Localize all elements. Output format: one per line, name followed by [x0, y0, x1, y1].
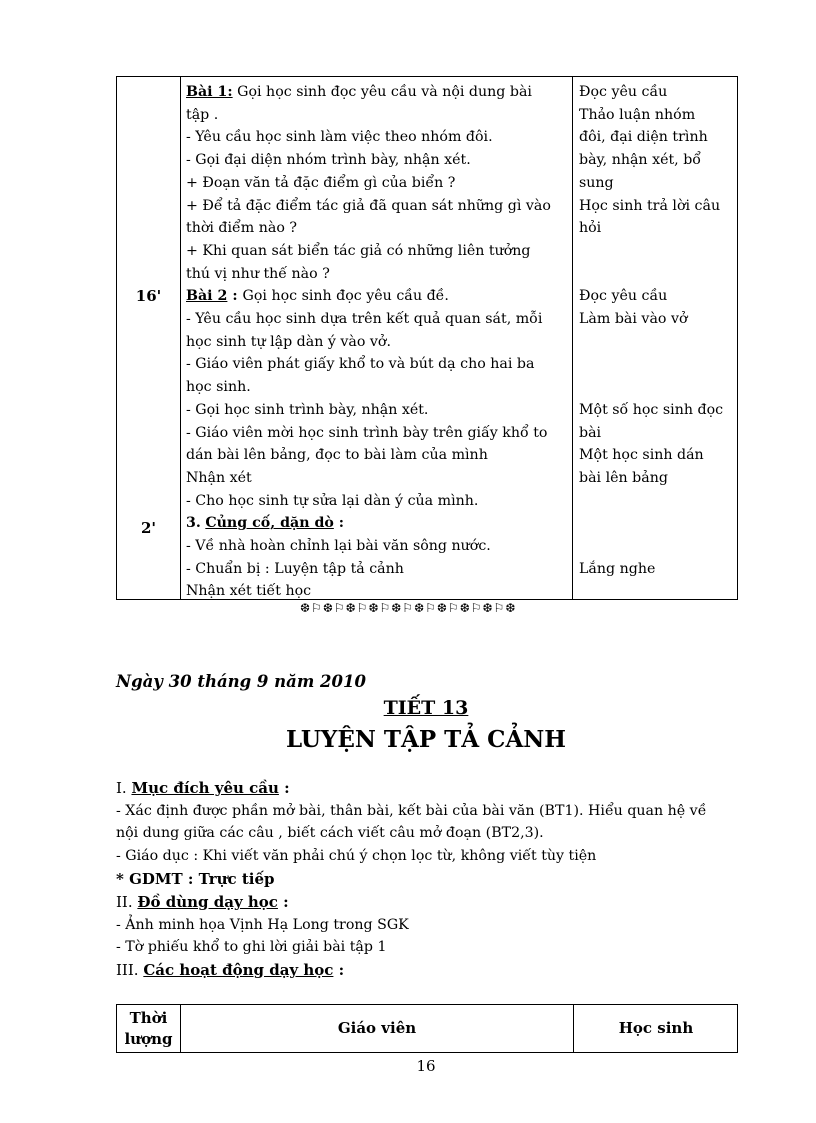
activity-table-continued [116, 76, 738, 600]
teacher-text: - Yêu cầu học sinh làm việc theo nhóm đôi. [186, 129, 493, 146]
student-line [579, 353, 738, 376]
teacher-line [186, 263, 572, 286]
student-line [579, 490, 738, 513]
header-time [117, 1008, 180, 1050]
teacher-text: - Chuẩn bị : Luyện tập tả cảnh [186, 560, 404, 577]
student-line: Một số học sinh đọc [579, 401, 724, 418]
teacher-line [186, 558, 572, 581]
section-number: II. [116, 893, 138, 911]
teacher-text: - Giáo viên mời học sinh trình bày trên giấy khổ to [186, 424, 548, 441]
time-column [117, 77, 180, 599]
student-line [579, 331, 738, 354]
teacher-text: học sinh tự lập dàn ý vào vở. [186, 333, 391, 350]
teacher-line [186, 240, 572, 263]
page-number: 16 [416, 1057, 436, 1075]
section-heading [116, 777, 756, 800]
section-number: III. [116, 961, 144, 979]
lesson-date: Ngày 30 tháng 9 năm 2010 [116, 672, 366, 691]
material-line: - Tờ phiếu khổ to ghi lời giải bài tập 1 [116, 939, 387, 956]
teacher-line [186, 580, 572, 603]
student-line: sung [579, 174, 614, 191]
teacher-line [186, 535, 572, 558]
header-time-line: lượng [124, 1030, 173, 1048]
student-line [579, 580, 738, 603]
section-colon: : [277, 893, 289, 911]
teacher-line [186, 467, 572, 490]
teacher-text: - Về nhà hoàn chỉnh lại bài văn sông nước. [186, 538, 491, 555]
teacher-text: thú vị như thế nào ? [186, 265, 330, 282]
teacher-text: Củng cố, dặn dò [205, 515, 334, 532]
teacher-line [186, 285, 572, 308]
student-line: bày, nhận xét, bổ [579, 152, 701, 169]
student-line: Học sinh trả lời câu [579, 197, 721, 214]
teacher-line [186, 353, 572, 376]
teacher-line [186, 149, 572, 172]
teacher-text: Bài 1: [186, 84, 233, 100]
teacher-text: - Cho học sinh tự sửa lại dàn ý của mình. [186, 492, 479, 509]
teacher-line [186, 308, 572, 331]
teacher-text: Gọi học sinh đọc yêu cầu và nội dung bài [232, 84, 532, 100]
teacher-line [186, 512, 572, 535]
student-line: Thảo luận nhóm [579, 106, 696, 123]
teacher-line [186, 104, 572, 127]
teacher-text: Gọi học sinh đọc yêu cầu đề. [242, 288, 449, 305]
activity-table-header [116, 1004, 738, 1053]
time-label: 2' [140, 519, 157, 537]
section-heading [116, 959, 756, 982]
teacher-text: Nhận xét [186, 469, 252, 486]
teacher-text: thời điểm nào ? [186, 220, 297, 237]
teacher-text: + Để tả đặc điểm tác giả đã quan sát những gì vào [186, 197, 551, 214]
section-colon: : [333, 961, 345, 979]
teacher-line [186, 331, 572, 354]
teacher-text: - Giáo viên phát giấy khổ to và bút dạ cho hai ba [186, 356, 535, 373]
teacher-text: - Gọi đại diện nhóm trình bày, nhận xét. [186, 152, 471, 169]
section-heading [116, 891, 756, 914]
teacher-line [186, 490, 572, 513]
teacher-line [186, 399, 572, 422]
student-line: Đọc yêu cầu [579, 84, 668, 100]
objective-line: nội dung giữa các câu , biết cách viết câu mở đoạn (BT2,3). [116, 825, 544, 842]
teacher-text: + Khi quan sát biển tác giả có những liên tưởng [186, 242, 531, 259]
teacher-text: - Yêu cầu học sinh dựa trên kết quả quan sát, mỗi [186, 311, 543, 328]
teacher-text: : [333, 515, 345, 532]
teacher-line [186, 195, 572, 218]
student-line: bài lên bảng [579, 469, 668, 486]
time-label: 16' [135, 287, 162, 305]
student-line: Đọc yêu cầu [579, 288, 668, 305]
lesson-title: LUYỆN TẬP TẢ CẢNH [285, 726, 567, 753]
section-title: Các hoạt động dạy học [143, 961, 334, 979]
teacher-text: Nhận xét tiết học [186, 583, 312, 600]
student-line: Một học sinh dán [579, 447, 704, 464]
teacher-text: - Gọi học sinh trình bày, nhận xét. [186, 401, 429, 418]
ornament-divider: ❆⚐❆⚐❆⚐❆⚐❆⚐❆⚐❆⚐❆⚐❆⚐❆ [300, 601, 517, 615]
teacher-line [186, 217, 572, 240]
teacher-text: tập . [186, 106, 219, 123]
teacher-line [186, 444, 572, 467]
section-activities [116, 959, 756, 982]
teacher-column [181, 81, 572, 603]
lesson-number: TIẾT 13 [383, 697, 469, 719]
student-line: hỏi [579, 220, 602, 237]
student-line: Làm bài vào vở [579, 311, 688, 328]
student-line [579, 512, 738, 535]
teacher-line [186, 126, 572, 149]
section-title: Mục đích yêu cầu [131, 779, 279, 797]
objective-line: - Xác định được phần mở bài, thân bài, kết bài của bài văn (BT1). Hiểu quan hệ về [116, 802, 707, 819]
material-line: - Ảnh minh họa Vịnh Hạ Long trong SGK [116, 916, 409, 933]
section-objectives [116, 777, 756, 891]
teacher-text: dán bài lên bảng, đọc to bài làm của mình [186, 447, 488, 464]
section-number: I. [116, 779, 132, 797]
teacher-line [186, 81, 572, 104]
teacher-line [186, 422, 572, 445]
section-title: Đồ dùng dạy học [137, 893, 278, 911]
section-colon: : [278, 779, 290, 797]
student-column [573, 81, 738, 603]
teacher-text: + Đoạn văn tả đặc điểm gì của biển ? [186, 174, 456, 191]
student-line: bài [579, 424, 602, 441]
teacher-text: học sinh. [186, 379, 251, 396]
header-time-line: Thời [129, 1009, 168, 1027]
teacher-line [186, 376, 572, 399]
student-line: Lắng nghe [579, 560, 656, 577]
student-line: đôi, đại diện trình [579, 129, 708, 146]
gdmt-note: * GDMT : Trực tiếp [116, 869, 275, 888]
student-line [579, 240, 738, 263]
section-materials [116, 891, 756, 959]
teacher-line [186, 172, 572, 195]
teacher-text: Bài 2 [186, 288, 228, 305]
student-line [579, 376, 738, 399]
objective-line: - Giáo dục : Khi viết văn phải chú ý chọn lọc từ, không viết tùy tiện [116, 848, 597, 865]
header-student: Học sinh [618, 1019, 694, 1037]
header-teacher: Giáo viên [337, 1019, 417, 1037]
student-line [579, 263, 738, 286]
teacher-text: : [227, 288, 243, 305]
student-line [579, 535, 738, 558]
teacher-text: 3. [186, 515, 201, 532]
